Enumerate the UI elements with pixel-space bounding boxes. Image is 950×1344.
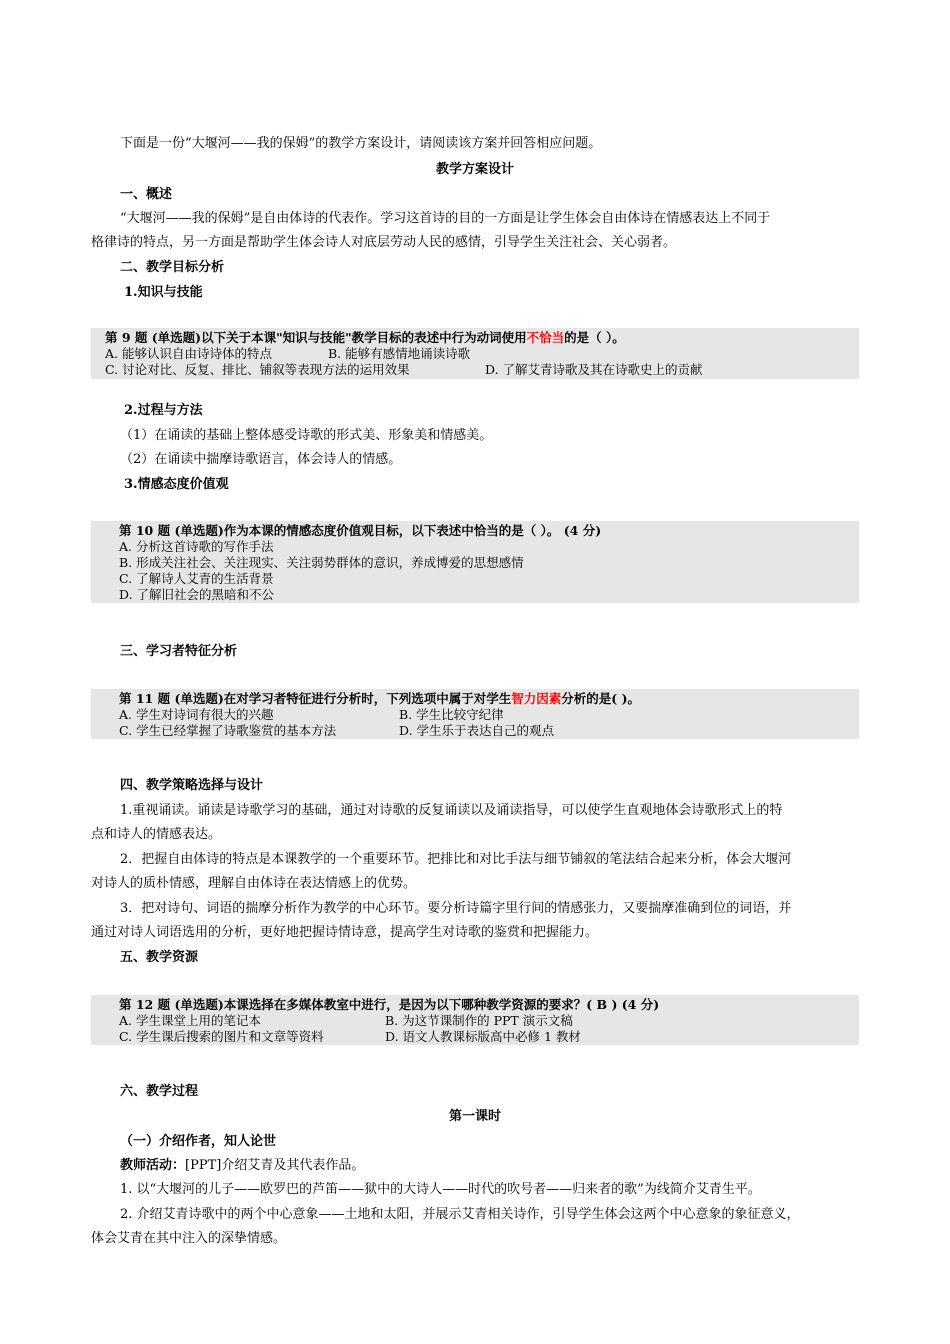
section-heading-objectives: 二、教学目标分析: [120, 260, 225, 275]
question-11-option-c[interactable]: C. 学生已经掌握了诗歌鉴赏的基本方法: [119, 723, 337, 738]
subheading-process-method: 2.过程与方法: [124, 403, 203, 418]
question-10-option-d[interactable]: D. 了解旧社会的黑暗和不公: [119, 587, 275, 602]
process-point-2-line2: 体会艾青在其中注入的深挚情感。: [91, 1231, 287, 1246]
teacher-activity-text: [PPT]介绍艾青及其代表作品。: [185, 1158, 365, 1173]
question-12-option-c[interactable]: C. 学生课后搜索的图片和文章等资料: [119, 1029, 324, 1044]
section-heading-resources: 五、教学资源: [120, 950, 199, 965]
question-11-box: [91, 689, 859, 739]
subheading-knowledge-skills: 1.知识与技能: [124, 285, 203, 300]
overview-para-line1: “大堰河——我的保姆”是自由体诗的代表作。学习这首诗的目的一方面是让学生体会自由体诗在情感表达上不同于: [120, 211, 771, 226]
question-12-option-d[interactable]: D. 语文人教课标版高中必修 1 教材: [385, 1029, 581, 1044]
question-12-option-b[interactable]: B. 为这节课制作的 PPT 演示文稿: [385, 1013, 573, 1028]
strategy-para-3-line1: 3．把对诗句、词语的揣摩分析作为教学的中心环节。要分析诗篇字里行间的情感张力，又要揣摩准确到位的词语，并: [120, 901, 792, 916]
process-item-2: （2）在诵读中揣摩诗歌语言，体会诗人的情感。: [120, 452, 402, 467]
question-12-box: [91, 995, 859, 1045]
section-heading-overview: 一、概述: [120, 187, 173, 202]
question-9-option-a[interactable]: A. 能够认识自由诗诗体的特点: [105, 346, 272, 361]
section-heading-learners: 三、学习者特征分析: [120, 644, 238, 659]
question-11-option-b[interactable]: B. 学生比较守纪律: [399, 707, 504, 722]
teacher-activity: [120, 1157, 364, 1175]
question-10-stem: 第 10 题 (单选题)作为本课的情感态度价值观目标，以下表述中恰当的是（ ）。 (4 分): [119, 523, 602, 538]
question-11-highlight: 智力因素: [511, 691, 562, 706]
document-title: 教学方案设计: [435, 162, 514, 177]
process-point-2-line1: 2. 介绍艾青诗歌中的两个中心意象——土地和太阳，并展示艾青相关诗作，引导学生体会这两个中心意象的象征意义，: [120, 1207, 800, 1222]
question-9-highlight: 不恰当: [526, 330, 565, 345]
question-9-stem-end: 的是（ ）。: [564, 330, 625, 345]
question-10-option-b[interactable]: B. 形成关注社会、关注现实、关注弱势群体的意识，养成博爱的思想感情: [119, 555, 524, 570]
question-10-option-c[interactable]: C. 了解诗人艾青的生活背景: [119, 571, 274, 586]
process-item-1: （1）在诵读的基础上整体感受诗歌的形式美、形象美和情感美。: [120, 428, 493, 443]
question-11-option-d[interactable]: D. 学生乐于表达自己的观点: [399, 723, 555, 738]
intro-text: 下面是一份“大堰河——我的保姆”的教学方案设计，请阅读该方案并回答相应问题。: [120, 136, 602, 151]
subheading-attitude-values: 3.情感态度价值观: [124, 477, 229, 492]
question-9-box: [91, 328, 859, 379]
question-12-option-a[interactable]: A. 学生课堂上用的笔记本: [119, 1013, 261, 1028]
question-11-option-a[interactable]: A. 学生对诗词有很大的兴趣: [119, 707, 274, 722]
strategy-para-2-line2: 对诗人的质朴情感，理解自由体诗在表达情感上的优势。: [91, 876, 417, 891]
strategy-para-1-line1: 1.重视诵读。诵读是诗歌学习的基础，通过对诗歌的反复诵读以及诵读指导，可以使学生直观地体会诗歌形式上的特: [120, 803, 783, 818]
strategy-para-2-line1: 2．把握自由体诗的特点是本课教学的一个重要环节。把排比和对比手法与细节铺叙的笔法结合起来分析，体会大堰河: [120, 852, 792, 867]
question-9-option-b[interactable]: B. 能够有感情地诵读诗歌: [328, 346, 471, 361]
overview-para-line2: 格律诗的特点，另一方面是帮助学生体会诗人对底层劳动人民的感情，引导学生关注社会、关心弱者。: [91, 235, 677, 250]
question-9-option-c[interactable]: C. 讨论对比、反复、排比、铺叙等表现方法的运用效果: [105, 362, 410, 377]
question-11-stem-end: 分析的是( )。: [561, 691, 640, 706]
lesson-title: 第一课时: [448, 1109, 501, 1124]
section-heading-strategy: 四、教学策略选择与设计: [120, 778, 264, 793]
section-heading-process: 六、教学过程: [120, 1084, 199, 1099]
question-10-box: [91, 521, 859, 603]
subheading-introduce-author: （一）介绍作者，知人论世: [120, 1134, 277, 1149]
question-9-option-d[interactable]: D. 了解艾青诗歌及其在诗歌史上的贡献: [485, 362, 703, 377]
strategy-para-3-line2: 通过对诗人词语选用的分析，更好地把握诗情诗意，提高学生对诗歌的鉴赏和把握能力。: [91, 925, 599, 940]
question-9-stem-text: 第 9 题 (单选题)以下关于本课"知识与技能"教学目标的表述中行为动词使用: [105, 330, 527, 345]
strategy-para-1-line2: 点和诗人的情感表达。: [91, 827, 222, 842]
process-point-1: 1. 以“大堰河的儿子——欧罗巴的芦笛——狱中的大诗人——时代的吹号者——归来者的歌”为线简介艾青生平。: [120, 1182, 761, 1197]
question-11-stem: [119, 691, 640, 706]
teacher-activity-label: 教师活动：: [120, 1158, 186, 1173]
question-11-stem-text: 第 11 题 (单选题)在对学习者特征进行分析时，下列选项中属于对学生: [119, 691, 512, 706]
question-10-option-a[interactable]: A. 分析这首诗歌的写作手法: [119, 539, 274, 554]
question-12-stem: 第 12 题 (单选题)本课选择在多媒体教室中进行，是因为以下哪种教学资源的要求？( B ) (4 分): [119, 997, 660, 1012]
question-9-stem: [105, 330, 625, 345]
